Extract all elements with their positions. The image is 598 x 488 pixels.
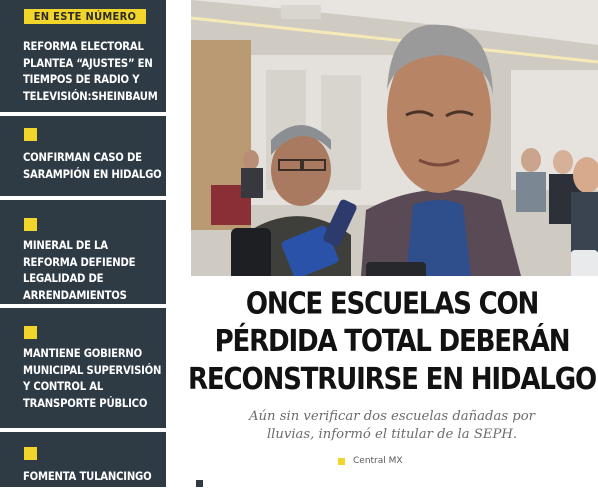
sidebar-item-headline[interactable]: MINERAL DE LA REFORMA DEFIENDE LEGALIDAD DE ARRENDAMIENTOS — [23, 239, 136, 302]
square-bullet-icon — [24, 447, 37, 460]
article-title-line: ONCE ESCUELAS CON — [245, 285, 539, 321]
divider — [0, 428, 166, 432]
square-bullet-icon — [24, 218, 37, 231]
article-title — [186, 284, 598, 397]
square-bullet-icon — [196, 480, 203, 487]
divider — [0, 304, 166, 308]
sidebar-item-headline[interactable]: REFORMA ELECTORAL PLANTEA “AJUSTES” EN TIEMPOS DE RADIO Y TELEVISIÓN:SHEINBAUM — [23, 40, 158, 103]
divider — [0, 112, 166, 116]
source-label: Central MX — [353, 456, 403, 466]
divider — [0, 196, 166, 200]
article-photo — [191, 0, 598, 276]
sidebar-item-headline[interactable]: MANTIENE GOBIERNO MUNICIPAL SUPERVISIÓN Y CONTROL AL TRANSPORTE PÚBLICO — [23, 347, 162, 410]
sidebar-item-headline[interactable]: FOMENTA TULANCINGO — [23, 470, 152, 483]
article-title-line: PÉRDIDA TOTAL DEBERÁN — [214, 322, 570, 359]
sidebar — [0, 0, 166, 487]
square-bullet-icon — [24, 128, 37, 141]
square-bullet-icon — [338, 458, 345, 465]
article-title-line: RECONSTRUIRSE EN HIDALGO — [188, 360, 596, 397]
article-subtitle-line: lluvias, informó el titular de la SEPH. — [266, 427, 518, 442]
article-subtitle — [186, 408, 598, 444]
square-bullet-icon — [24, 326, 37, 339]
sidebar-item-headline[interactable]: CONFIRMAN CASO DE SARAMPIÓN EN HIDALGO — [23, 151, 162, 181]
article-subtitle-line: Aún sin verificar dos escuelas dañadas por — [249, 409, 535, 424]
section-label: EN ESTE NÚMERO — [24, 9, 146, 24]
article-source — [338, 455, 403, 467]
